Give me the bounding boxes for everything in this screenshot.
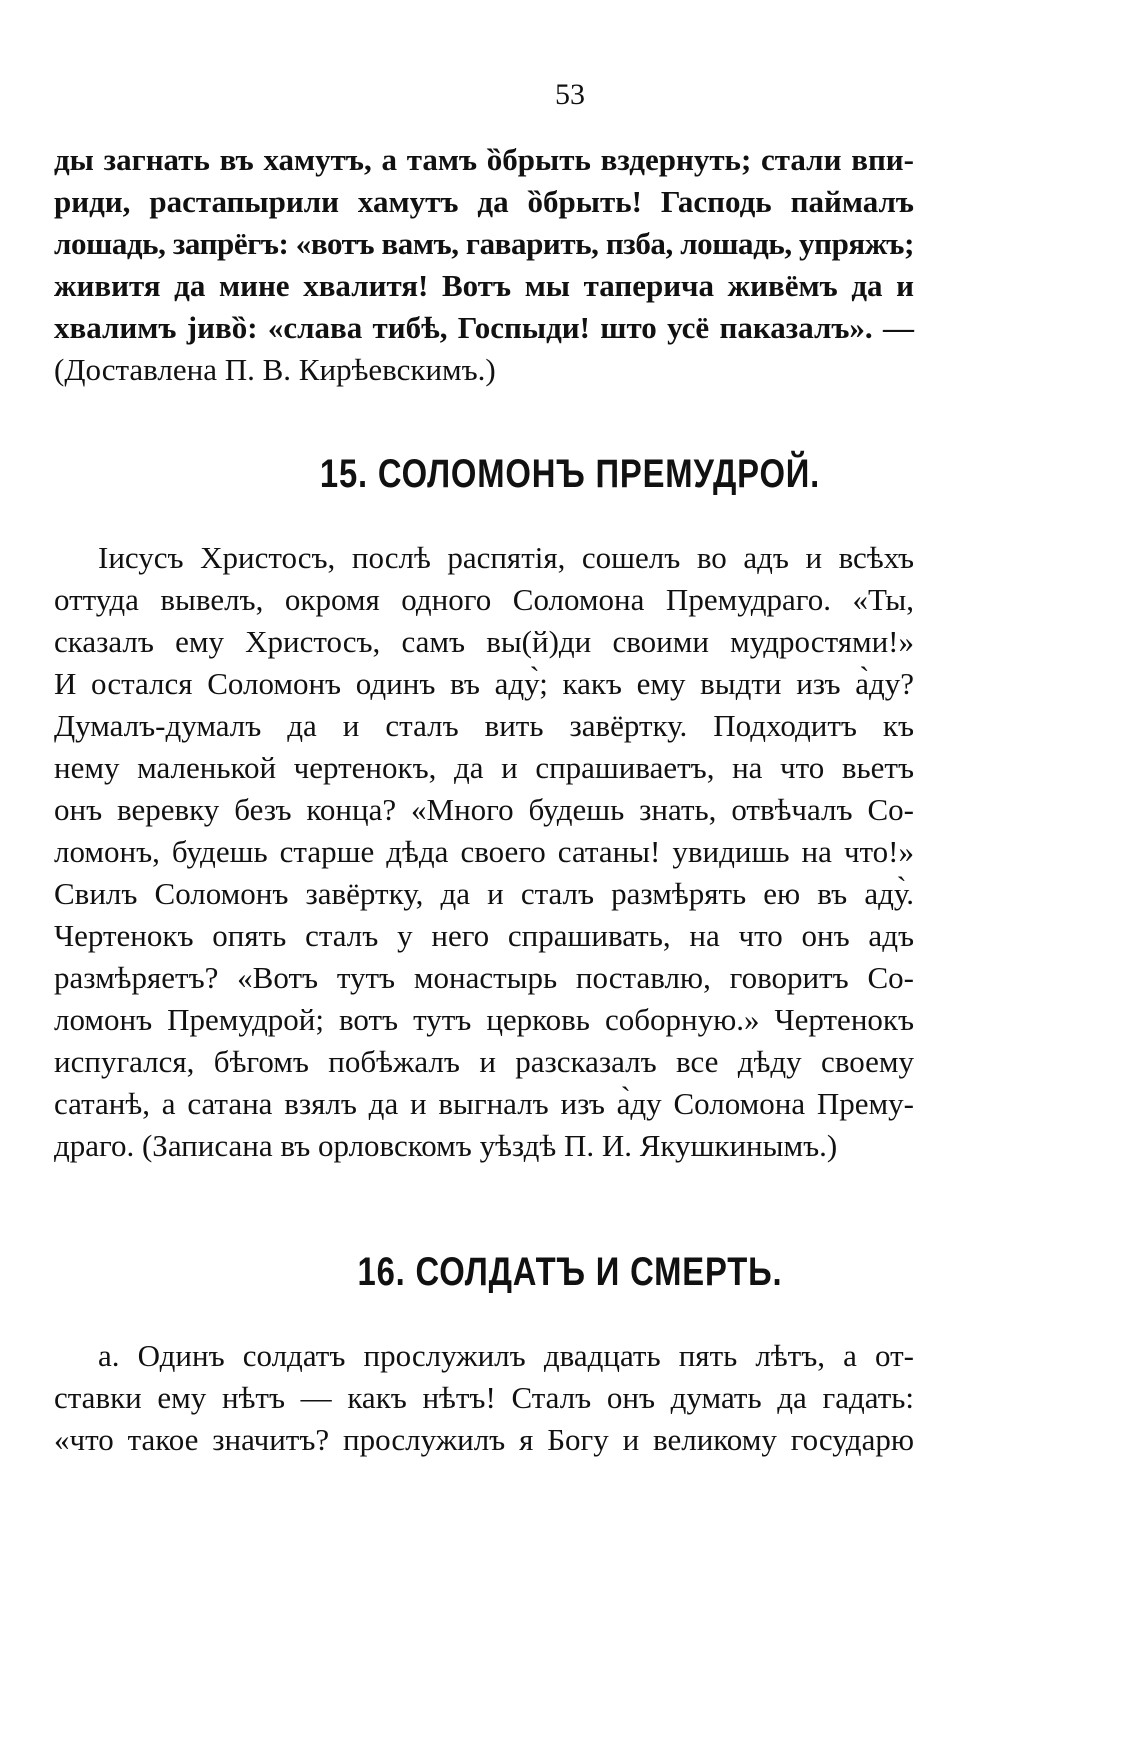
text-line: ломонъ, будешь старше дѣда своего сатаны! увидишь на что!» bbox=[54, 834, 914, 869]
text-line: «что такое значитъ? прослужилъ я Богу и великому государю bbox=[54, 1422, 914, 1457]
section-heading-15: 15. СОЛОМОНЪ ПРЕМУДРОЙ. bbox=[319, 452, 821, 496]
text-line: лошадь, запрёгъ: «вотъ вамъ, гаварить, пзба, лошадь, упряжъ; bbox=[54, 226, 914, 261]
text-line: И остался Соломонъ одинъ въ аду̀; какъ ему выдти изъ а̀ду? bbox=[54, 666, 914, 701]
text-line: а. Одинъ солдатъ прослужилъ двадцать пять лѣтъ, а от- bbox=[98, 1338, 914, 1373]
text-line: хвалимъ јивȍ: «слава тибѣ, Госпыди! што усё паказалъ». — bbox=[54, 310, 914, 345]
section-heading-16: 16. СОЛДАТЪ И СМЕРТЬ. bbox=[357, 1250, 783, 1294]
text-line: ставки ему нѣтъ — какъ нѣтъ! Сталъ онъ думать да гадать: bbox=[54, 1380, 914, 1415]
text-line: онъ веревку безъ конца? «Много будешь знать, отвѣчалъ Со- bbox=[54, 792, 914, 827]
text-line: Чертенокъ опять сталъ у него спрашивать, на что онъ адъ bbox=[54, 918, 914, 953]
text-line: нему маленькой чертенокъ, да и спрашиваетъ, на что вьетъ bbox=[54, 750, 914, 785]
text-line: испугался, бѣгомъ побѣжалъ и разсказалъ все дѣду своему bbox=[54, 1044, 914, 1079]
text-line: Думалъ-думалъ да и сталъ вить завёртку. Подходитъ къ bbox=[54, 708, 914, 743]
text-line: Іисусъ Христосъ, послѣ распятія, сошелъ во адъ и всѣхъ bbox=[98, 540, 914, 575]
page-number: 53 bbox=[555, 78, 585, 111]
text-line: оттуда вывелъ, окромя одного Соломона Премудраго. «Ты, bbox=[54, 582, 914, 617]
text-line: ды загнать въ хамутъ, а тамъ ȍбрыть вздернуть; стали впи- bbox=[54, 142, 914, 177]
text-line: риди, растапырили хамутъ да ȍбрыть! Гасподь паймалъ bbox=[54, 184, 914, 219]
text-line: сказалъ ему Христосъ, самъ вы(й)ди своими мудростями!» bbox=[54, 624, 914, 659]
text-line: размѣряетъ? «Вотъ тутъ монастырь поставлю, говоритъ Со- bbox=[54, 960, 914, 995]
text-line: ломонъ Премудрой; вотъ тутъ церковь соборную.» Чертенокъ bbox=[54, 1002, 914, 1037]
text-line: Свилъ Соломонъ завёртку, да и сталъ размѣрять ею въ аду̀. bbox=[54, 876, 914, 911]
text-line: драго. (Записана въ орловскомъ уѣздѣ П. И. Якушкинымъ.) bbox=[54, 1128, 838, 1163]
text-line: (Доставлена П. В. Кирѣевскимъ.) bbox=[54, 352, 496, 387]
text-line: живитя да мине хвалитя! Вотъ мы таперича живёмъ да и bbox=[54, 268, 914, 303]
text-line: сатанѣ, а сатана взялъ да и выгналъ изъ а̀ду Соломона Прему- bbox=[54, 1086, 914, 1121]
